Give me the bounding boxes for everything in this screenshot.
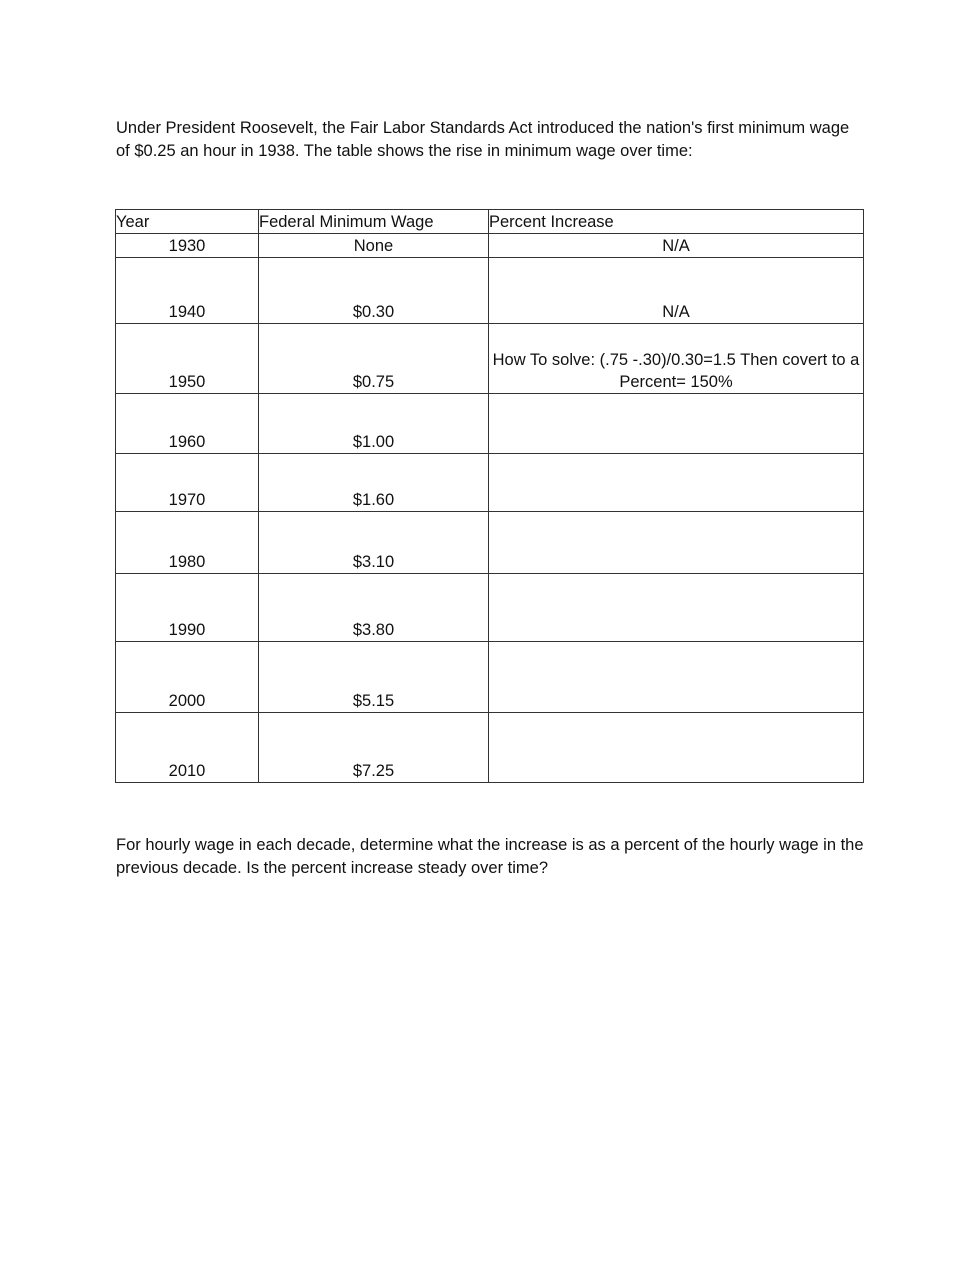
percent-answer-cell[interactable] [489,642,864,713]
wage-cell: $5.15 [259,642,489,713]
year-cell: 2000 [116,642,259,713]
wage-cell: $7.25 [259,713,489,783]
percent-cell-worked-example: How To solve: (.75 -.30)/0.30=1.5 Then covert to a Percent= 150% [489,324,864,394]
year-cell: 1930 [116,234,259,258]
table-row [116,324,864,394]
wage-cell: None [259,234,489,258]
wage-cell: $3.10 [259,512,489,574]
table-row [116,642,864,713]
table-row [116,512,864,574]
percent-cell: N/A [489,234,864,258]
table-row [116,258,864,324]
wage-cell: $1.60 [259,454,489,512]
wage-cell: $1.00 [259,394,489,454]
header-year: Year [116,210,259,234]
minimum-wage-table [115,209,864,783]
header-federal-minimum-wage: Federal Minimum Wage [259,210,489,234]
table-row [116,713,864,783]
year-cell: 2010 [116,713,259,783]
wage-cell: $3.80 [259,574,489,642]
percent-answer-cell[interactable] [489,713,864,783]
percent-answer-cell[interactable] [489,574,864,642]
question-paragraph: For hourly wage in each decade, determine what the increase is as a percent of the hourly wage in the previous decade. Is the percent increase steady over time? [116,836,864,877]
wage-cell: $0.75 [259,324,489,394]
wage-cell: $0.30 [259,258,489,324]
table-row [116,454,864,512]
percent-answer-cell[interactable] [489,394,864,454]
intro-paragraph: Under President Roosevelt, the Fair Labor Standards Act introduced the nation's first minimum wage of $0.25 an hour in 1938. The table shows the rise in minimum wage over time: [116,119,850,160]
percent-answer-cell[interactable] [489,512,864,574]
table-row [116,394,864,454]
year-cell: 1980 [116,512,259,574]
year-cell: 1990 [116,574,259,642]
percent-answer-cell[interactable] [489,454,864,512]
year-cell: 1960 [116,394,259,454]
table-row [116,574,864,642]
header-percent-increase: Percent Increase [489,210,864,234]
table-header-row [116,210,864,234]
year-cell: 1940 [116,258,259,324]
table-row [116,234,864,258]
year-cell: 1970 [116,454,259,512]
percent-cell: N/A [489,258,864,324]
year-cell: 1950 [116,324,259,394]
